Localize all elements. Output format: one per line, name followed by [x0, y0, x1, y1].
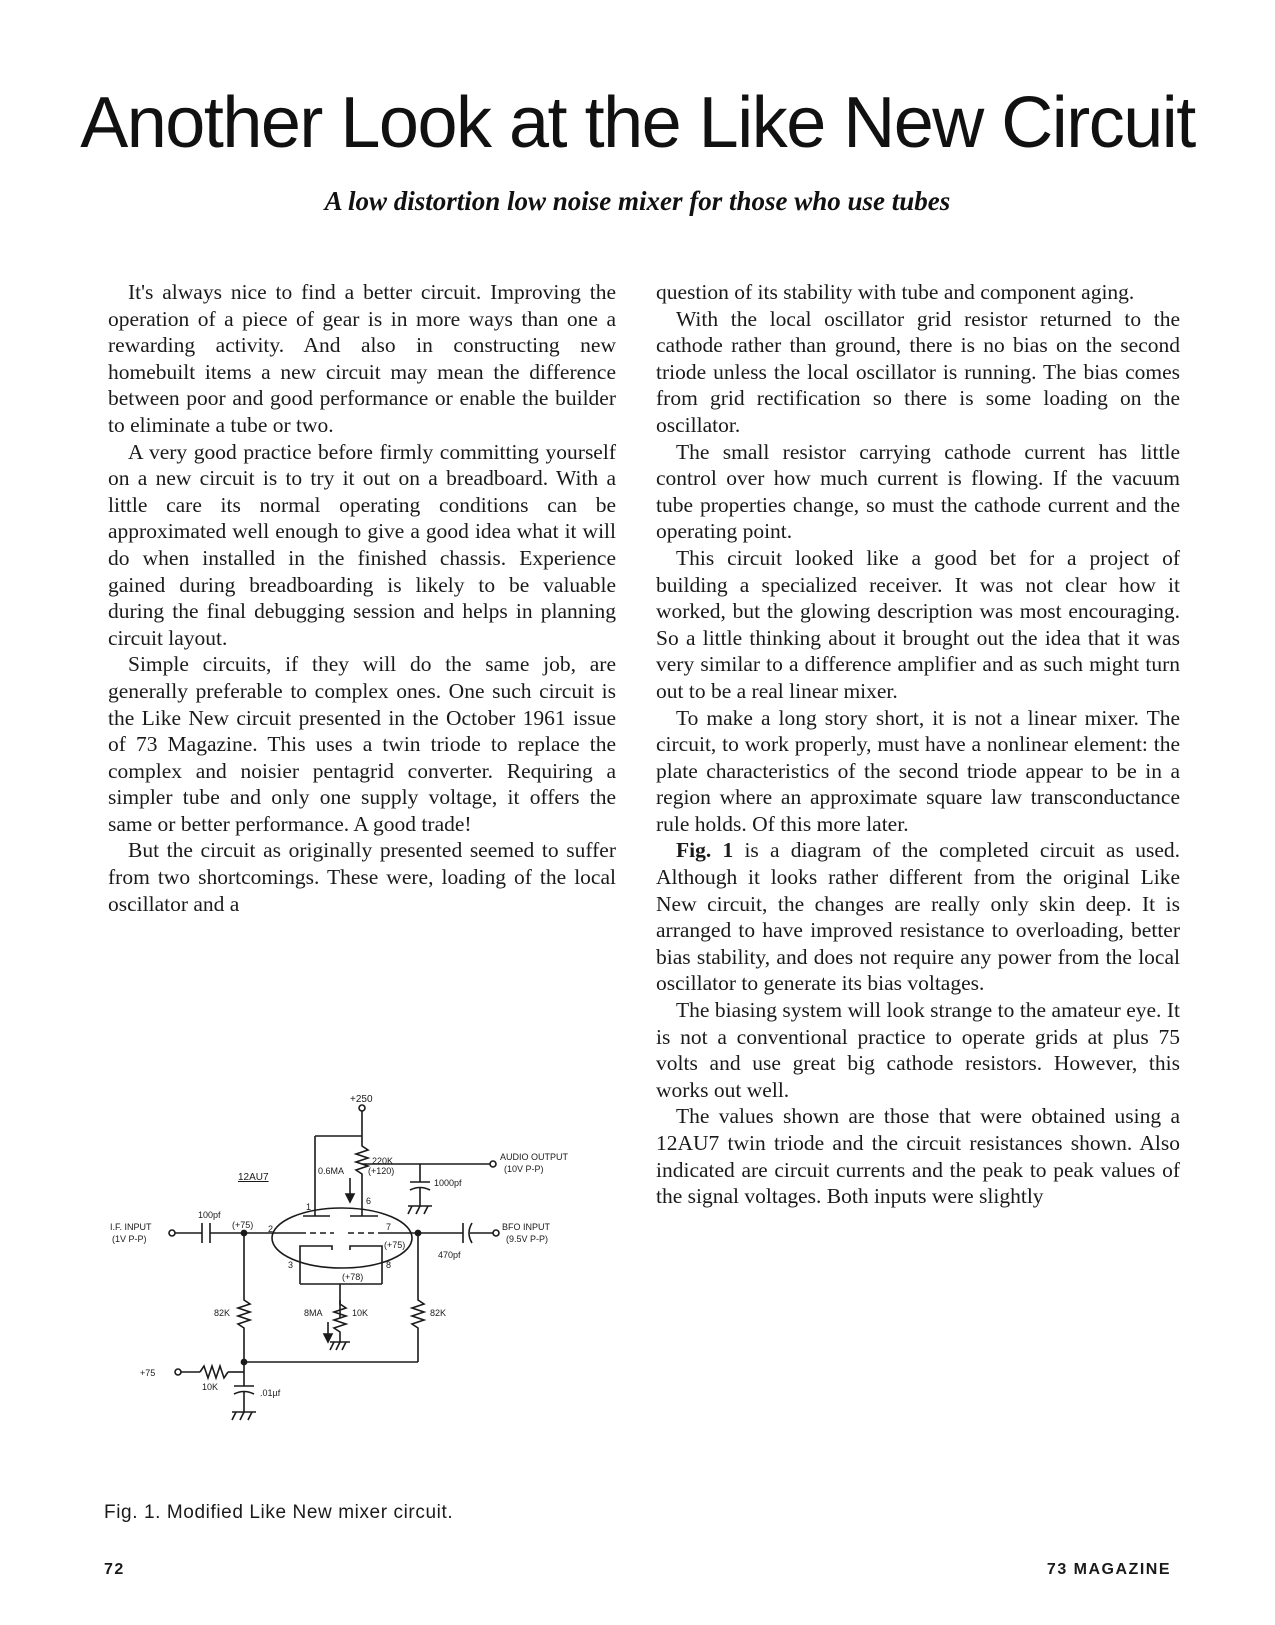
- label-audio-output: AUDIO OUTPUT: [500, 1152, 569, 1162]
- label-cathode-voltage: (+78): [342, 1272, 364, 1282]
- label-plate-resistor: 220K: [372, 1156, 394, 1166]
- label-grid2-resistor: 82K: [430, 1308, 447, 1318]
- label-pin-3: 3: [288, 1260, 294, 1270]
- label-audio-cap: 1000pf: [434, 1178, 462, 1188]
- label-bias-resistor: 10K: [202, 1382, 219, 1392]
- right-column: [656, 279, 1180, 1210]
- label-supply: +250: [350, 1094, 373, 1105]
- label-audio-level: (10V P-P): [504, 1164, 544, 1174]
- paragraph: This circuit looked like a good bet for a project of building a specialized receiver. It was not clear how it worked, but the glowing description was most encouraging. So a little thinking about it brought out the idea that it was very similar to a difference amplifier and as such might turn out to be a real linear mixer.: [656, 545, 1180, 703]
- label-pin-7: 7: [386, 1222, 392, 1232]
- article-subtitle: A low distortion low noise mixer for those who use tubes: [324, 186, 951, 216]
- label-if-level: (1V P-P): [112, 1234, 147, 1244]
- paragraph: Simple circuits, if they will do the same job, are generally preferable to complex ones. One such circuit is the Like New circuit presented in the October 1961 issue of 73 Magazine. This uses a twin triode to replace the complex and noisier pentagrid converter. Requiring a simpler tube and only one supply voltage, it offers the same or better performance. A good trade!: [108, 652, 616, 836]
- paragraph: With the local oscillator grid resistor returned to the cathode rather than ground, there is no bias on the second triode unless the local oscillator is running. The bias comes from grid rectification so there is some loading on the oscillator.: [656, 306, 1180, 437]
- paragraph-continuation: question of its stability with tube and component aging.: [656, 280, 1135, 304]
- paragraph: A very good practice before firmly committing yourself on a new circuit is to try it out on a breadboard. With a little care its normal operating conditions can be approximated well enough to give a good idea what it will do when installed in the finished chassis. Experience gained during breadboarding is likely to be valuable during the final debugging session and helps in planning circuit layout.: [108, 439, 616, 650]
- label-grid1-voltage: (+75): [232, 1220, 254, 1230]
- paragraph: To make a long story short, it is not a linear mixer. The circuit, to work properly, must have a nonlinear element: the plate characteristics of the second triode appear to be in a region where an approximate square law transconductance rule holds. Of this more later.: [656, 705, 1180, 836]
- label-pin-8: 8: [386, 1260, 392, 1270]
- label-grid1-resistor: 82K: [214, 1308, 231, 1318]
- label-pin-1: 1: [306, 1202, 312, 1212]
- paragraph: [656, 837, 1180, 997]
- label-bypass-cap: .01µf: [260, 1388, 281, 1398]
- label-pin-6: 6: [366, 1196, 372, 1206]
- circuit-diagram: [110, 1090, 630, 1490]
- label-plate-current: 0.6MA: [318, 1166, 345, 1176]
- label-grid2-voltage: (+75): [384, 1240, 406, 1250]
- paragraph: The small resistor carrying cathode current has little control over how much current is flowing. If the vacuum tube properties change, so must the cathode current and the operating point.: [656, 439, 1180, 544]
- label-plate-voltage: (+120): [368, 1166, 395, 1176]
- label-bfo-input: BFO INPUT: [502, 1222, 551, 1232]
- paragraph: The biasing system will look strange to the amateur eye. It is not a conventional practice to operate grids at plus 75 volts and use great big cathode resistors. However, this works out well.: [656, 998, 1180, 1102]
- label-if-input: I.F. INPUT: [110, 1222, 152, 1232]
- paragraph: The values shown are those that were obtained using a 12AU7 twin triode and the circuit resistances shown. Also indicated are circuit currents and the peak to peak values of the signal voltages. Both inputs were slightly: [656, 1104, 1180, 1209]
- magazine-name: 73 MAGAZINE: [1046, 1561, 1171, 1578]
- label-tube: 12AU7: [238, 1172, 269, 1183]
- article-title: Another Look at the Like New Circuit: [80, 83, 1195, 163]
- label-cathode-resistor: 10K: [352, 1308, 369, 1318]
- label-if-cap: 100pf: [198, 1210, 221, 1220]
- label-bfo-cap: 470pf: [438, 1250, 461, 1260]
- label-cathode-current: 8MA: [304, 1308, 323, 1318]
- figure-caption: Fig. 1. Modified Like New mixer circuit.: [104, 1502, 454, 1523]
- left-column: [108, 279, 616, 917]
- paragraph: But the circuit as originally presented seemed to suffer from two shortcomings. These were, loading of the local oscillator and a: [108, 838, 616, 916]
- page-number: 72: [104, 1561, 125, 1578]
- label-pin-2: 2: [268, 1224, 274, 1234]
- schematic-svg: [110, 1090, 630, 1490]
- label-bfo-level: (9.5V P-P): [506, 1234, 549, 1244]
- paragraph-text: is a diagram of the completed circuit as used. Although it looks rather different from the original Like New circuit, the changes are really only skin deep. It is arranged to have improved resistance to overloading, better bias stability, and does not require any power from the local oscillator to generate its bias voltages.: [656, 838, 1180, 996]
- paragraph: It's always nice to find a better circuit. Improving the operation of a piece of gear is in more ways than one a rewarding activity. And also in constructing new homebuilt items a new circuit may mean the difference between poor and good performance or enable the builder to eliminate a tube or two.: [108, 280, 616, 437]
- figure-reference: Fig. 1: [676, 838, 734, 863]
- label-bias-supply: +75: [140, 1368, 156, 1378]
